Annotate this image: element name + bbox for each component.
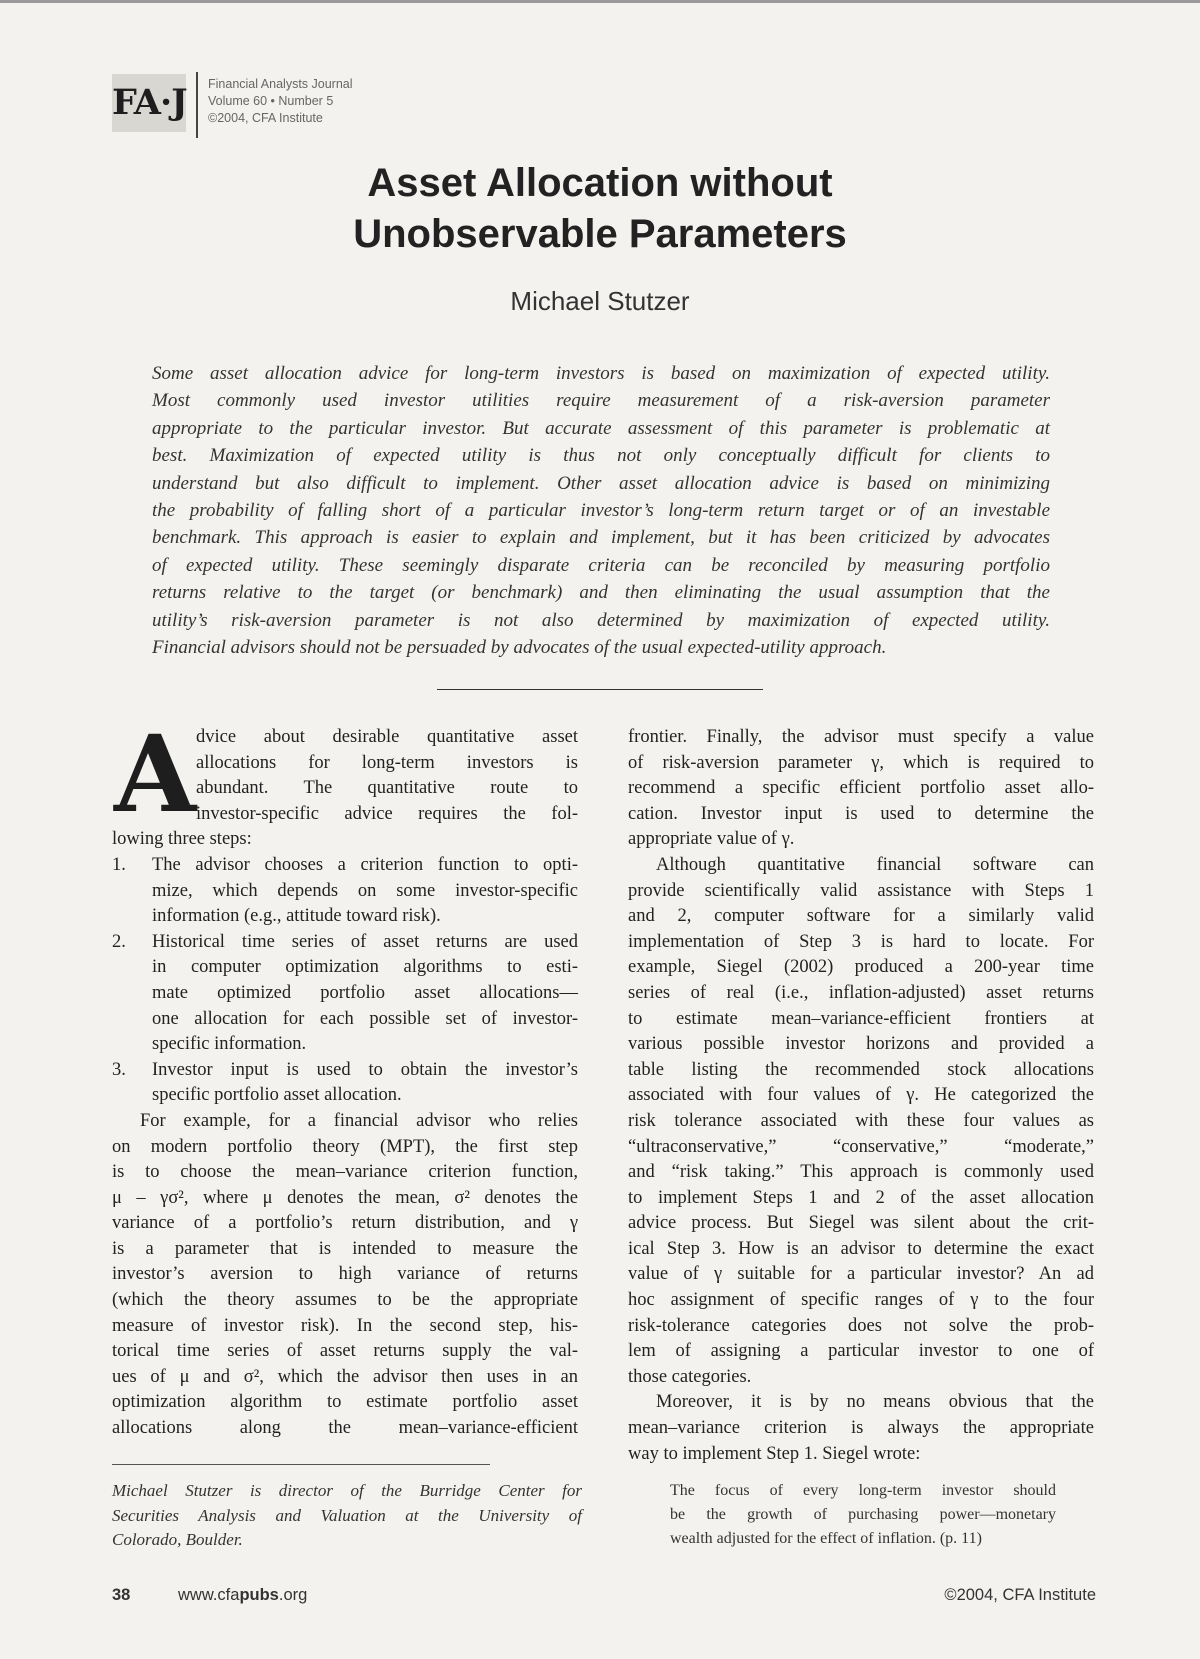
text-line: allocations along the mean–variance-efficient xyxy=(112,1418,578,1439)
text-line: to estimate mean–variance-efficient frontiers at xyxy=(628,1008,1094,1029)
text-line: allocations for long-term investors is xyxy=(196,752,578,773)
title-line: Unobservable Parameters xyxy=(353,212,847,256)
text-line: Moreover, it is by no means obvious that the xyxy=(656,1392,1094,1413)
quote-line: be the growth of purchasing power—monetary xyxy=(670,1506,1056,1523)
drop-cap: A xyxy=(114,711,197,836)
text-line: implementation of Step 3 is hard to locate. For xyxy=(628,931,1094,952)
text-line: (which the theory assumes to be the appropriate xyxy=(112,1290,578,1311)
section-divider xyxy=(437,689,763,690)
text-line: investor’s aversion to high variance of returns xyxy=(112,1264,578,1285)
text-line: abundant. The quantitative route to xyxy=(196,778,578,799)
text-line: those categories. xyxy=(628,1366,752,1387)
top-rule xyxy=(0,0,1200,3)
author-name: Michael Stutzer xyxy=(510,286,690,316)
footnote-line: Colorado, Boulder. xyxy=(112,1530,243,1549)
text-line: appropriate value of γ. xyxy=(628,829,795,850)
paragraph xyxy=(112,1109,578,1442)
footnote-line: Michael Stutzer is director of the Burridge Center for xyxy=(112,1481,582,1500)
page-number: 38 xyxy=(112,1586,131,1604)
text-line: Investor input is used to obtain the investor’s xyxy=(152,1059,578,1080)
block-quote xyxy=(670,1479,1056,1551)
text-line: measure of investor risk). In the second step, his- xyxy=(112,1315,578,1336)
text-line: one allocation for each possible set of investor- xyxy=(152,1008,578,1029)
quote-line: wealth adjusted for the effect of inflation. (p. 11) xyxy=(670,1530,982,1547)
text-line: Although quantitative financial software can xyxy=(656,854,1094,875)
abstract-line: benchmark. This approach is easier to explain and implement, but it has been criticized by advocates xyxy=(152,527,1050,549)
text-line: dvice about desirable quantitative asset xyxy=(196,727,578,747)
text-line: torical time series of asset returns supply the val- xyxy=(112,1341,578,1362)
paragraph xyxy=(628,1390,1094,1467)
website-link[interactable] xyxy=(178,1586,307,1605)
text-line: risk tolerance associated with these four values as xyxy=(628,1110,1094,1131)
text-line: series of real (i.e., inflation-adjusted) asset returns xyxy=(628,982,1094,1003)
text-line: of risk-aversion parameter γ, which is required to xyxy=(628,752,1094,773)
text-line: mate optimized portfolio asset allocations— xyxy=(152,982,578,1003)
step-number: 3. xyxy=(112,1059,126,1080)
text-line: way to implement Step 1. Siegel wrote: xyxy=(628,1443,921,1464)
paragraph xyxy=(628,725,1094,853)
text-line: For example, for a financial advisor who relies xyxy=(140,1110,578,1131)
text-line: ical Step 3. How is an advisor to determine the exact xyxy=(628,1238,1094,1259)
text-line: is a parameter that is intended to measure the xyxy=(112,1238,578,1259)
quote-line: The focus of every long-term investor should xyxy=(670,1482,1056,1499)
abstract-line: understand but also difficult to implement. Other asset allocation advice is based on minimizing xyxy=(152,472,1050,494)
step-item xyxy=(112,1058,578,1109)
intro-paragraph xyxy=(112,711,578,853)
article-title xyxy=(100,158,1100,260)
text-line: provide scientifically valid assistance with Steps 1 xyxy=(628,880,1094,901)
abstract-line: returns relative to the target (or benchmark) and then eliminating the usual assumption that the xyxy=(152,582,1050,604)
step-item xyxy=(112,930,578,1058)
site-bold: pubs xyxy=(239,1586,279,1604)
right-column xyxy=(628,725,1094,1467)
journal-volume: Volume 60 • Number 5 xyxy=(208,94,334,108)
steps-list xyxy=(112,853,578,1109)
text-line: information (e.g., attitude toward risk). xyxy=(152,906,441,927)
abstract-line: the probability of falling short of a particular investor’s long-term return target or of an investable xyxy=(152,500,1050,522)
title-line: Asset Allocation without xyxy=(367,161,833,205)
text-line: cation. Investor input is used to determine the xyxy=(628,803,1094,824)
abstract-line: Most commonly used investor utilities require measurement of a risk-aversion parameter xyxy=(152,390,1050,412)
text-line: lowing three steps: xyxy=(112,829,252,850)
abstract-line: Financial advisors should not be persuaded by advocates of the usual expected-utility approach. xyxy=(152,637,887,659)
faj-logo: FA·J xyxy=(112,74,186,132)
text-line: investor-specific advice requires the fol- xyxy=(196,803,578,824)
text-line: to implement Steps 1 and 2 of the asset allocation xyxy=(628,1187,1094,1208)
text-line: specific information. xyxy=(152,1034,307,1055)
footer-copyright: ©2004, CFA Institute xyxy=(944,1586,1096,1604)
text-line: value of γ suitable for a particular investor? An ad xyxy=(628,1264,1094,1285)
text-line: and 2, computer software for a similarly valid xyxy=(628,906,1094,927)
text-line: in computer optimization algorithms to esti- xyxy=(152,957,578,978)
text-line: Historical time series of asset returns are used xyxy=(152,931,578,952)
text-line: is to choose the mean–variance criterion function, xyxy=(112,1162,578,1183)
abstract-line: of expected utility. These seemingly disparate criteria can be reconciled by measuring portfolio xyxy=(152,554,1050,576)
text-line: variance of a portfolio’s return distribution, and γ xyxy=(112,1213,578,1234)
text-line: associated with four values of γ. He categorized the xyxy=(628,1085,1094,1106)
site-suffix: .org xyxy=(278,1586,308,1604)
text-line: hoc assignment of specific ranges of γ to the four xyxy=(628,1290,1094,1311)
journal-name: Financial Analysts Journal xyxy=(208,77,353,91)
abstract xyxy=(152,360,1050,661)
text-line: example, Siegel (2002) produced a 200-year time xyxy=(628,957,1094,978)
journal-copyright: ©2004, CFA Institute xyxy=(208,111,323,125)
masthead-divider xyxy=(196,72,198,138)
text-line: advice process. But Siegel was silent about the crit- xyxy=(628,1213,1094,1234)
abstract-line: Some asset allocation advice for long-term investors is based on maximization of expected utility. xyxy=(152,363,1050,384)
text-line: μ – γσ², where μ denotes the mean, σ² denotes the xyxy=(112,1187,578,1208)
text-line: recommend a specific efficient portfolio asset allo- xyxy=(628,778,1094,799)
masthead-info xyxy=(208,76,448,127)
text-line: lem of assigning a particular investor to one of xyxy=(628,1341,1094,1362)
text-line: optimization algorithm to estimate portfolio asset xyxy=(112,1392,578,1413)
text-line: various possible investor horizons and provided a xyxy=(628,1034,1094,1055)
site-prefix: www.cfa xyxy=(178,1586,240,1604)
text-line: ues of μ and σ², which the advisor then uses in an xyxy=(112,1366,578,1387)
abstract-line: best. Maximization of expected utility is thus not only conceptually difficult for clients to xyxy=(152,445,1050,467)
text-line: table listing the recommended stock allocations xyxy=(628,1059,1094,1080)
text-line: mize, which depends on some investor-specific xyxy=(152,880,578,901)
footnote-divider xyxy=(112,1464,490,1465)
text-line: frontier. Finally, the advisor must specify a value xyxy=(628,727,1094,747)
step-item xyxy=(112,853,578,930)
text-line: on modern portfolio theory (MPT), the first step xyxy=(112,1136,578,1157)
paragraph xyxy=(628,853,1094,1390)
author-footnote xyxy=(112,1479,582,1553)
step-number: 1. xyxy=(112,854,126,875)
text-line: risk-tolerance categories does not solve the prob- xyxy=(628,1315,1094,1336)
text-line: “ultraconservative,” “conservative,” “moderate,” xyxy=(628,1136,1094,1157)
footnote-line: Securities Analysis and Valuation at the University of xyxy=(112,1505,582,1525)
text-line: specific portfolio asset allocation. xyxy=(152,1085,402,1106)
abstract-line: utility’s risk-aversion parameter is not also determined by maximization of expected utility. xyxy=(152,609,1050,631)
step-number: 2. xyxy=(112,931,126,952)
text-line: mean–variance criterion is always the appropriate xyxy=(628,1418,1094,1439)
text-line: and “risk taking.” This approach is commonly used xyxy=(628,1162,1094,1183)
left-column xyxy=(112,711,578,1442)
text-line: The advisor chooses a criterion function to opti- xyxy=(152,854,578,875)
abstract-line: appropriate to the particular investor. But accurate assessment of this parameter is problematic at xyxy=(152,417,1050,439)
